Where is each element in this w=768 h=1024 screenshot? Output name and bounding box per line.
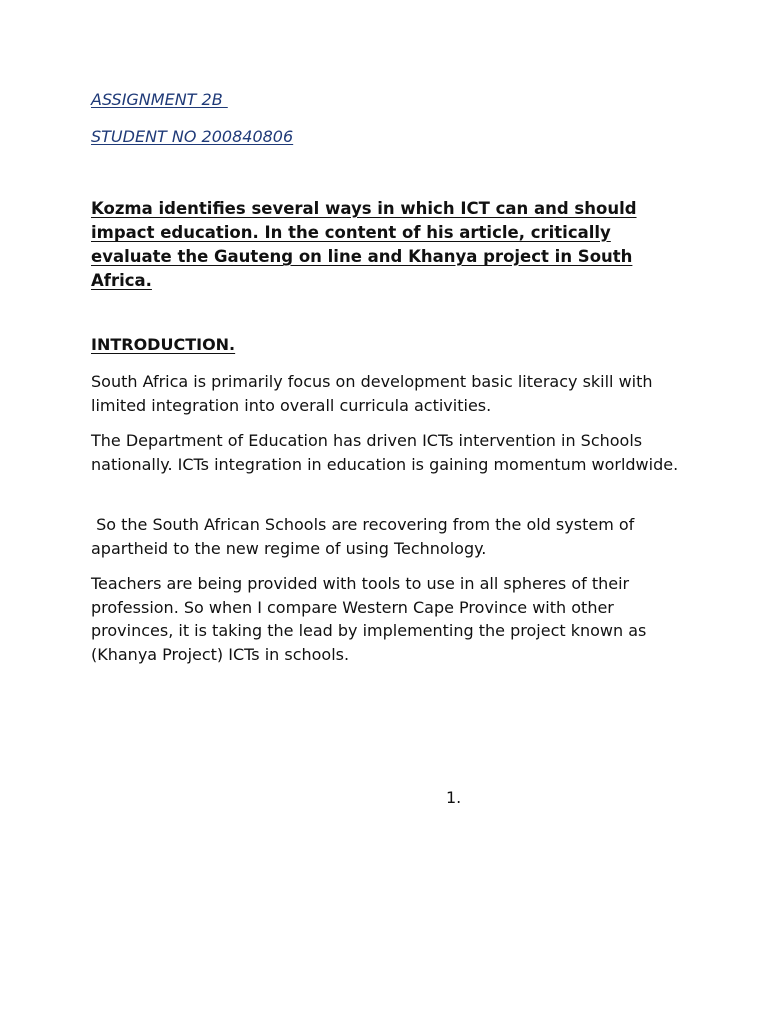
student-number: STUDENT NO 200840806 [91, 127, 294, 146]
paragraph-3: So the South African Schools are recovering from the old system of apartheid to the new regime of using Technology. [91, 515, 640, 558]
paragraph-2: The Department of Education has driven ICTs intervention in Schools nationally. ICTs integration in education is gaining momentum worldwide. [91, 431, 679, 474]
assignment-title: ASSIGNMENT 2B [91, 90, 228, 109]
section-heading: INTRODUCTION. [91, 335, 236, 354]
paragraph-4: Teachers are being provided with tools to use in all spheres of their profession. So when I compare Western Cape Province with other provinces, it is taking the lead by implementing the project known as (Khanya Project) ICTs in schools. [91, 574, 652, 664]
page-number: 1. [446, 788, 462, 807]
assignment-question: Kozma identifies several ways in which ICT can and should impact education. In the content of his article, critically evaluate the Gauteng on line and Khanya project in South Africa. [91, 199, 637, 290]
paragraph-1: South Africa is primarily focus on development basic literacy skill with limited integration into overall curricula activities. [91, 372, 658, 415]
